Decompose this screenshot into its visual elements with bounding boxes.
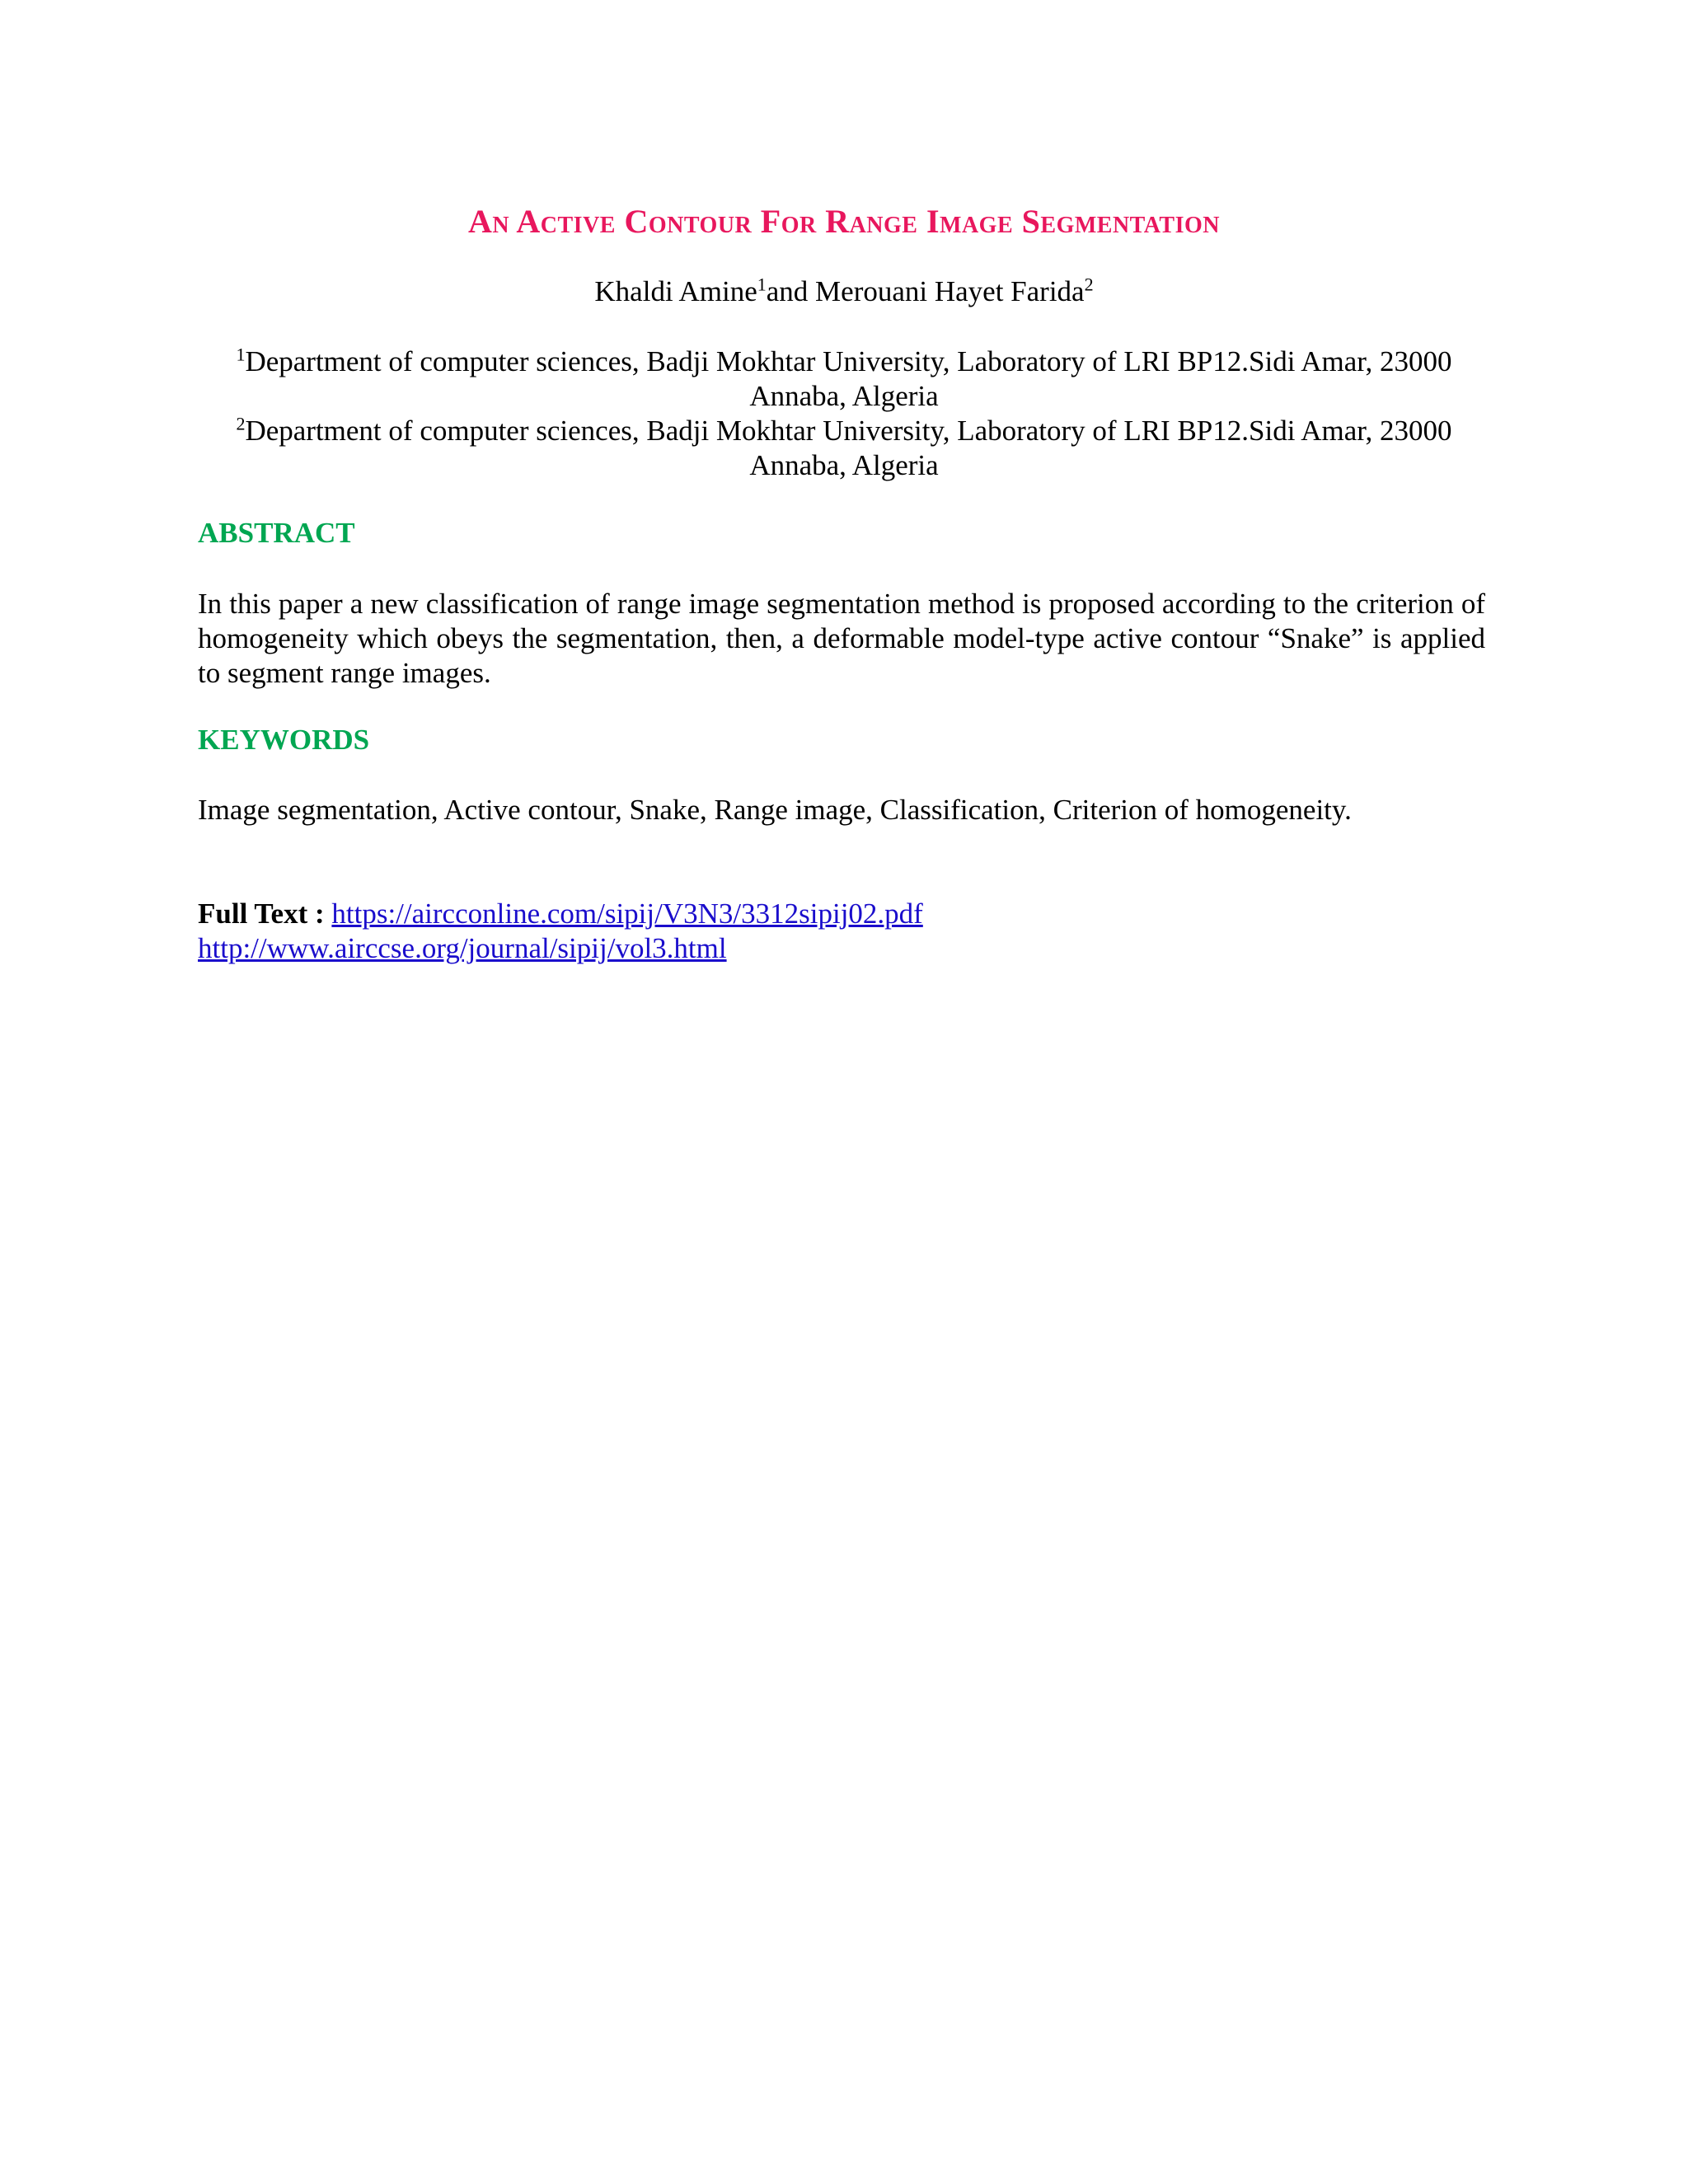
affiliation-2-text: Department of computer sciences, Badji Mokhtar University, Laboratory of LRI BP12.Sidi Amar, 23000 bbox=[245, 415, 1452, 447]
full-text-block bbox=[198, 897, 923, 966]
affiliation-1-line-2: Annaba, Algeria bbox=[749, 380, 939, 412]
affiliation-1 bbox=[0, 344, 1688, 414]
journal-volume-link[interactable]: http://www.airccse.org/journal/sipij/vol3.html bbox=[198, 932, 727, 964]
full-text-line bbox=[198, 897, 923, 931]
affiliation-1-line-1 bbox=[0, 344, 1688, 379]
full-text-pdf-link[interactable]: https://aircconline.com/sipij/V3N3/3312sipij02.pdf bbox=[331, 898, 923, 930]
keywords-body: Image segmentation, Active contour, Snake, Range image, Classification, Criterion of homogeneity. bbox=[198, 794, 1352, 826]
abstract-body: In this paper a new classification of range image segmentation method is proposed according to the criterion of homogeneity which obeys the segmentation, then, a deformable model-type active contour “Snake” is applied to segment range images. bbox=[198, 588, 1485, 689]
affiliation-2 bbox=[0, 414, 1688, 483]
affiliation-2-line-2: Annaba, Algeria bbox=[749, 449, 939, 481]
author-1-name: Khaldi Amine bbox=[594, 275, 757, 307]
author-1-superscript: 1 bbox=[757, 274, 767, 295]
affiliation-1-text: Department of computer sciences, Badji Mokhtar University, Laboratory of LRI BP12.Sidi Amar, 23000 bbox=[245, 345, 1452, 377]
full-text-label: Full Text : bbox=[198, 898, 325, 930]
affiliation-2-superscript: 2 bbox=[236, 413, 246, 434]
paper-title: An Active Contour For Range Image Segmentation bbox=[468, 203, 1220, 240]
affiliation-2-line-1 bbox=[0, 414, 1688, 448]
author-2-name: and Merouani Hayet Farida bbox=[766, 275, 1085, 307]
keywords-heading: KEYWORDS bbox=[198, 724, 370, 756]
affiliation-1-superscript: 1 bbox=[236, 344, 246, 365]
abstract-heading: ABSTRACT bbox=[198, 517, 355, 549]
author-2-superscript: 2 bbox=[1084, 274, 1094, 295]
author-line bbox=[0, 275, 1688, 308]
journal-link-line bbox=[198, 931, 923, 966]
